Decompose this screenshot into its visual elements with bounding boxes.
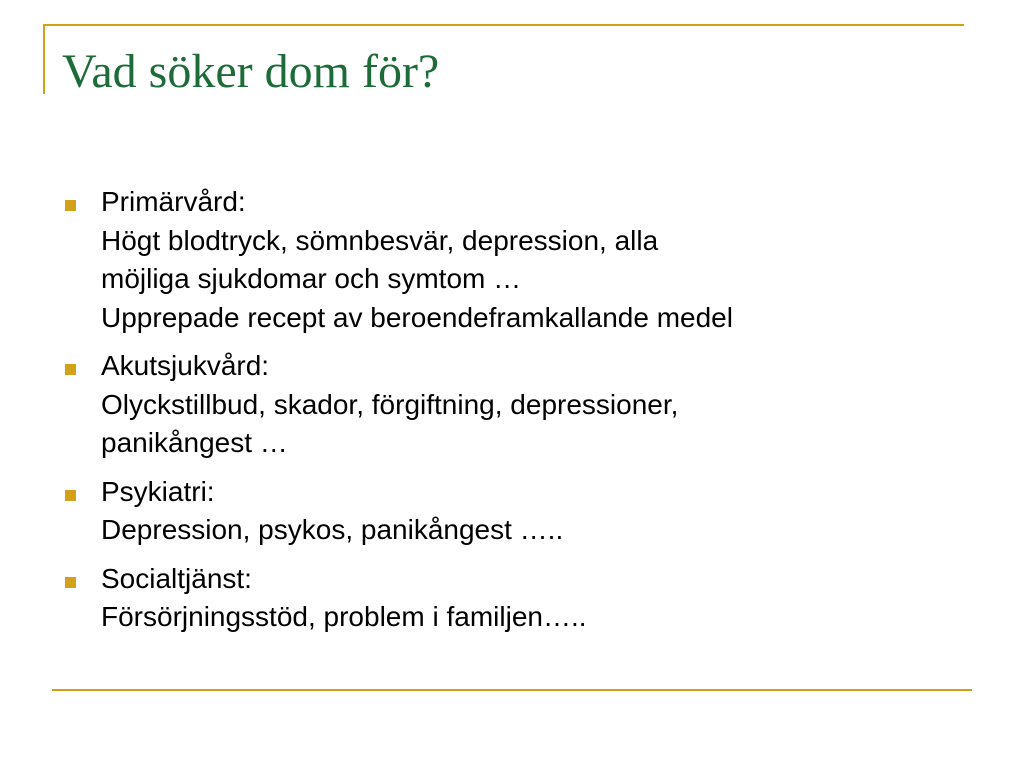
bullet-text-line: Upprepade recept av beroendeframkallande medel [101,301,733,333]
square-bullet-icon [65,200,76,211]
bullet-heading: Primärvård: [101,186,246,217]
left-frame-line [43,24,45,94]
bullet-heading: Psykiatri: [101,475,215,507]
bottom-divider-line [52,689,972,691]
bullet-text-line: panikångest … [101,427,288,458]
top-frame-line [43,24,964,26]
bullet-text-line: Försörjningsstöd, problem i familjen….. [101,601,587,632]
bullet-heading: Socialtjänst: [101,562,252,594]
bullet-text-line: Depression, psykos, panikångest ….. [101,514,564,545]
bullet-item-primarvard [60,183,960,337]
bullet-text-line: möjliga sjukdomar och symtom … [101,263,522,294]
slide-title: Vad söker dom för? [62,45,440,98]
bullet-list [60,183,960,647]
square-bullet-icon [65,577,76,588]
bullet-item-socialtjanst [60,560,960,637]
square-bullet-icon [65,364,76,375]
bullet-item-psykiatri [60,473,960,550]
bullet-item-akutsjukvard [60,347,960,463]
bullet-text-line: Högt blodtryck, sömnbesvär, depression, alla [101,224,659,256]
square-bullet-icon [65,490,76,501]
bullet-text-line: Olyckstillbud, skador, förgiftning, depressioner, [101,388,679,420]
bullet-heading: Akutsjukvård: [101,350,270,381]
